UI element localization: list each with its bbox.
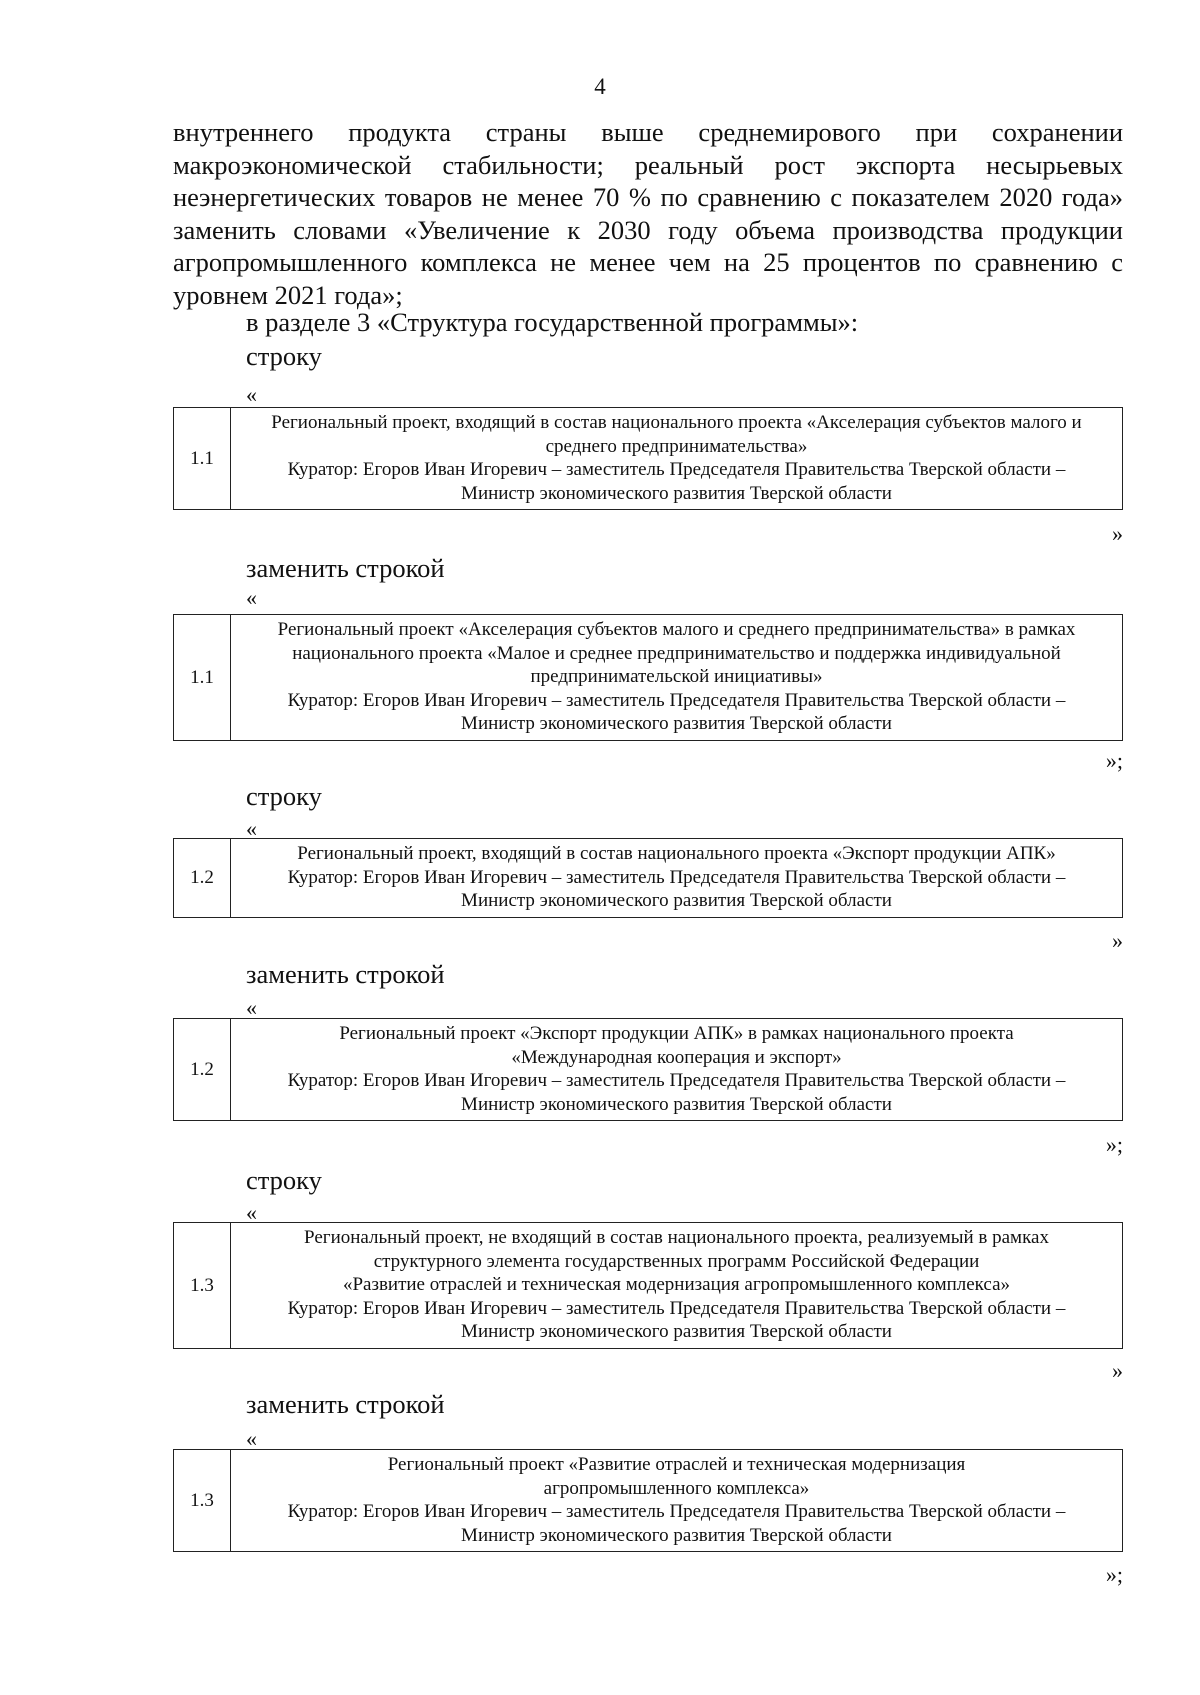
curator-line: Министр экономического развития Тверской области (461, 1093, 892, 1115)
row-description (231, 1019, 1123, 1121)
curator-line: Куратор: Егоров Иван Игоревич – заместитель Председателя Правительства Тверской области – (287, 689, 1066, 711)
row-number: 1.3 (174, 1223, 231, 1349)
project-line: национального проекта «Малое и среднее предпринимательство и поддержка индивидуальной (292, 642, 1061, 664)
row-number: 1.1 (174, 615, 231, 741)
row-number: 1.2 (174, 839, 231, 918)
curator-line: Министр экономического развития Тверской области (461, 1524, 892, 1546)
row-label: строку (246, 781, 322, 811)
project-line: Региональный проект «Экспорт продукции АПК» в рамках национального проекта (339, 1023, 1014, 1044)
table-row (174, 1223, 1123, 1349)
close-quote: »; (1105, 1132, 1123, 1157)
replace-label: заменить строкой (246, 959, 445, 989)
old-row-table-1-3 (173, 1222, 1123, 1349)
close-quote: » (1112, 928, 1123, 953)
curator-line: Министр экономического развития Тверской области (461, 482, 892, 504)
project-line: Региональный проект, входящий в состав национального проекта «Экспорт продукции АПК» (297, 843, 1056, 864)
row-number: 1.1 (174, 408, 231, 510)
new-row-table-1-1 (173, 614, 1123, 741)
close-quote: »; (1105, 1562, 1123, 1587)
project-line: агропромышленного комплекса» (543, 1477, 810, 1499)
replace-label: заменить строкой (246, 1389, 445, 1419)
curator-line: Куратор: Егоров Иван Игоревич – заместитель Председателя Правительства Тверской области – (287, 866, 1066, 888)
curator-line: Министр экономического развития Тверской области (461, 713, 892, 734)
project-line: Региональный проект «Акселерация субъектов малого и среднего предпринимательства» в рамках (277, 619, 1076, 640)
intro-text (173, 116, 1123, 311)
close-quote: »; (1105, 748, 1123, 773)
project-line: Региональный проект «Развитие отраслей и техническая модернизация (387, 1454, 966, 1475)
open-quote: « (246, 382, 257, 407)
row-label: строку (246, 1165, 322, 1195)
project-line: «Развитие отраслей и техническая модернизация агропромышленного комплекса» (342, 1274, 1011, 1295)
curator-line: Куратор: Егоров Иван Игоревич – заместитель Председателя Правительства Тверской области – (287, 459, 1066, 480)
table-row (174, 839, 1123, 918)
project-line: Региональный проект, входящий в состав национального проекта «Акселерация субъектов малого и (271, 412, 1082, 433)
row-number: 1.3 (174, 1450, 231, 1552)
replace-label: заменить строкой (246, 553, 445, 583)
project-line: «Международная кооперация и экспорт» (511, 1046, 842, 1068)
open-quote: « (246, 585, 257, 610)
curator-line: Министр экономического развития Тверской области (461, 1321, 892, 1342)
new-row-table-1-3 (173, 1449, 1123, 1552)
open-quote: « (246, 816, 257, 841)
section-line: в разделе 3 «Структура государственной программы»: (246, 307, 859, 337)
project-line: среднего предпринимательства» (545, 435, 808, 457)
table-row (174, 1019, 1123, 1121)
intro-paragraph: внутреннего продукта страны выше среднемирового при сохранении макроэкономической стабильности; реальный рост экспорта несырьевых неэнергетических товаров не менее 70 % по сравнению с показателем 2020 года» заменить словами «Увеличение к 2030 году объема производства продукции агропромышленного комплекса не менее чем на 25 процентов по сравнению с уровнем 2021 года»; (173, 117, 1123, 310)
row-description (231, 408, 1123, 510)
project-line: Региональный проект, не входящий в состав национального проекта, реализуемый в рамках (304, 1227, 1049, 1248)
curator-line: Куратор: Егоров Иван Игоревич – заместитель Председателя Правительства Тверской области – (287, 1070, 1066, 1091)
open-quote: « (246, 995, 257, 1020)
old-row-table-1-1 (173, 407, 1123, 510)
table-row (174, 615, 1123, 741)
old-row-table-1-2 (173, 838, 1123, 918)
row-description (231, 1223, 1123, 1349)
curator-line: Министр экономического развития Тверской области (461, 890, 892, 911)
close-quote: » (1112, 1358, 1123, 1383)
row-description (231, 839, 1123, 918)
project-line: предпринимательской инициативы» (530, 666, 823, 687)
row-description (231, 1450, 1123, 1552)
row-description (231, 615, 1123, 741)
curator-line: Куратор: Егоров Иван Игоревич – заместитель Председателя Правительства Тверской области – (287, 1501, 1066, 1522)
open-quote: « (246, 1426, 257, 1451)
page-number: 4 (594, 74, 606, 99)
row-label: строку (246, 341, 322, 371)
table-row (174, 408, 1123, 510)
new-row-table-1-2 (173, 1018, 1123, 1121)
curator-line: Куратор: Егоров Иван Игоревич – заместитель Председателя Правительства Тверской области – (287, 1297, 1066, 1319)
table-row (174, 1450, 1123, 1552)
close-quote: » (1112, 521, 1123, 546)
project-line: структурного элемента государственных программ Российской Федерации (373, 1250, 980, 1272)
row-number: 1.2 (174, 1019, 231, 1121)
open-quote: « (246, 1200, 257, 1225)
